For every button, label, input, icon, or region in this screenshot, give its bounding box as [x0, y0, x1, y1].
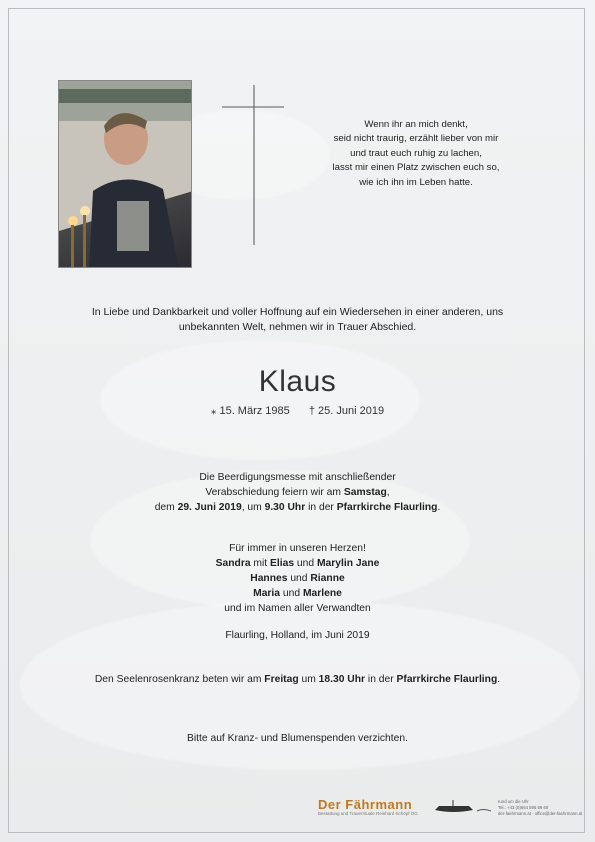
- poem-line: und traut euch ruhig zu lachen,: [350, 147, 482, 159]
- poem: [300, 118, 532, 190]
- mourner-line: Hannes und Rianne: [250, 573, 345, 584]
- mass-line: dem 29. Juni 2019, um 9.30 Uhr in der Pfarrkirche Flaurling.: [154, 502, 441, 513]
- life-dates: [0, 404, 595, 417]
- funeral-home-contact: rund um die Uhr Tel.: +43 (0)664 595 99 60 der-faehrmann.at · office@der-faehrmann.at: [498, 799, 583, 816]
- boat-icon: [433, 800, 493, 816]
- mourner-line: und im Namen aller Verwandten: [224, 603, 371, 614]
- mass-line: Die Beerdigungsmesse mit anschließender: [199, 472, 396, 483]
- place-date: Flaurling, Holland, im Juni 2019: [225, 630, 370, 641]
- poem-line: Wenn ihr an mich denkt,: [364, 119, 468, 130]
- funeral-home-subtitle: Bestattung und Trauerrituale Reinhard Schöpf OG: [318, 811, 418, 816]
- intro-line: In Liebe und Dankbarkeit und voller Hoffnung auf ein Wiedersehen in einer anderen, uns: [91, 306, 504, 318]
- mourners-heading: Für immer in unseren Herzen!: [229, 543, 366, 554]
- portrait-image: [59, 81, 192, 268]
- poem-line: wie ich ihn im Leben hatte.: [359, 176, 473, 188]
- mourners-list: [40, 541, 555, 616]
- intro-text: [40, 305, 555, 335]
- funeral-home-logo: Der Fährmann: [318, 797, 413, 812]
- mourner-line: Sandra mit Elias und Marylin Jane: [215, 558, 380, 569]
- mourner-line: Maria und Marlene: [253, 588, 342, 599]
- funeral-mass-info: [40, 470, 555, 515]
- deceased-name: Klaus: [258, 365, 337, 398]
- mass-line: Verabschiedung feiern wir am Samstag,: [205, 487, 390, 498]
- poem-line: seid nicht traurig, erzählt lieber von mir: [333, 133, 499, 145]
- portrait-photo: [58, 80, 192, 268]
- donation-request: Bitte auf Kranz- und Blumenspenden verzichten.: [187, 733, 408, 744]
- death-date: † 25. Juni 2019: [308, 405, 385, 417]
- birth-date: ⁎ 15. März 1985: [210, 405, 290, 417]
- rosary-info: Den Seelenrosenkranz beten wir am Freitag um 18.30 Uhr in der Pfarrkirche Flaurling.: [94, 674, 501, 685]
- intro-line: unbekannten Welt, nehmen wir in Trauer Abschied.: [178, 321, 417, 333]
- cross-icon: [222, 85, 286, 247]
- poem-line: lasst mir einen Platz zwischen euch so,: [332, 162, 500, 174]
